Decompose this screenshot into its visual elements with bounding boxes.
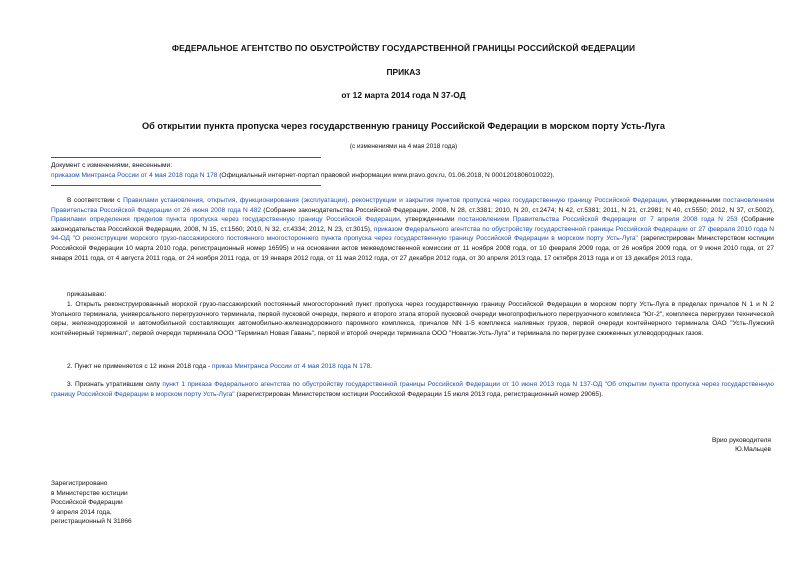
preamble-text-2: , утвержденными xyxy=(666,197,724,204)
changes-label: Документ с изменениями, внесенными: xyxy=(51,162,173,169)
amended-note: (с изменениями на 4 мая 2018 года) xyxy=(349,143,458,150)
item-2 xyxy=(51,362,774,372)
registration-line-3: Российской Федерации xyxy=(51,499,123,507)
changes-link[interactable]: приказом Минтранса России от 4 мая 2018 года N 178 xyxy=(51,171,218,179)
registration-line-5: регистрационный N 31866 xyxy=(51,518,132,526)
preamble-text-5: (Собрание законодательства Российской Федерации, 2008, N 15, ст.1560; 2010, N 32, ст.4334; 2012, N 23, ст.3015), xyxy=(51,216,774,233)
preamble-link-decree-482[interactable]: постановлением Правительства Российской Федерации от 26 июня 2008 года N 482 xyxy=(51,197,774,214)
preamble-link-order-94[interactable]: приказом Федерального агентства по обустройству государственной границы Российской Федерации от 27 февраля 2010 года N 94-ОД "О реконструкции морского грузо-пассажирского постоянного многостороннего пункта пропуска через государственную границу Российской Федерации в морском порту Усть-Луга" xyxy=(51,225,774,243)
registration-line-4: 9 апреля 2014 года, xyxy=(51,508,112,516)
preamble-link-rules[interactable]: Правилами установления, открытия, функционирования (эксплуатации), реконструкции и закрытия пунктов пропуска через государственную границу Российской Федерации xyxy=(123,197,667,204)
preamble-text-1: В соответствии с xyxy=(67,197,124,204)
item-3-text: 3. Признать утратившим силу xyxy=(67,381,163,388)
agency-name: ФЕДЕРАЛЬНОЕ АГЕНТСТВО ПО ОБУСТРОЙСТВУ ГОСУДАРСТВЕННОЙ ГРАНИЦЫ РОССИЙСКОЙ ФЕДЕРАЦИИ xyxy=(171,43,636,53)
signature-role: Врио руководителя xyxy=(711,437,771,444)
doc-date-number: от 12 марта 2014 года N 37-ОД xyxy=(341,90,466,100)
registration-line-2: в Министерстве юстиции xyxy=(51,489,128,497)
preamble-link-decree-253[interactable]: постановлением Правительства Российской Федерации от 7 апреля 2008 года N 253 xyxy=(458,216,738,224)
preamble-text-4: , утвержденными xyxy=(399,216,459,224)
order-word: приказываю: xyxy=(67,291,107,298)
item-3-link[interactable]: пункт 1 приказа Федерального агентства по обустройству государственной границы Российской Федерации от 10 июня 2013 года N 137-ОД "Об открытии пункта пропуска через государственную границу Российской Федерации в морском порту Усть-Луга" xyxy=(51,381,774,398)
item-2-link[interactable]: приказ Минтранса России от 4 мая 2018 года N 178 xyxy=(212,363,371,370)
changes-line xyxy=(51,171,751,181)
preamble-paragraph xyxy=(51,196,774,263)
preamble-link-limits-rules[interactable]: Правилами определения пределов пункта пропуска через государственную границу Российской Федерации xyxy=(51,216,400,224)
preamble-text-3: (Собрание законодательства Российской Федерации, 2008, N 28, ст.3381; 2010, N 20, ст.2474; N 42, ст.5381; 2011, N 21, ст.2981; N 40, ст.5550; 2012, N 37, ст.5002), xyxy=(261,206,775,214)
changes-rest: (Официальный интернет-портал правовой информации www.pravo.gov.ru, 01.06.2018, N 0001201806010022). xyxy=(217,171,555,179)
item-3 xyxy=(51,380,774,399)
registration-block xyxy=(51,479,251,527)
signature-name: Ю.Мальцев xyxy=(735,446,771,453)
changes-box xyxy=(51,161,751,180)
item-2-text: 2. Пункт не применяется с 12 июня 2018 года - xyxy=(67,363,213,370)
divider-bottom xyxy=(51,185,321,186)
registration-line-1: Зарегистрировано xyxy=(51,480,108,487)
item-2-end: . xyxy=(370,363,373,370)
doc-type: ПРИКАЗ xyxy=(386,67,421,77)
divider-top xyxy=(51,157,321,158)
item-1: 1. Открыть реконструированный морской грузо-пассажирский постоянный многосторонний пункт пропуска через государственную границу Российской Федерации в морском порту Усть-Луга в пределах причалов N 1 и N 2 Угольного терминала, универсального перегрузочного терминала, первой пусковой очереди, первого и второго этапа второй пусковой очереди многопрофильного перегрузочного комплекса "Юг-2", комплекса перегрузки технической серы, железнодорожной и автомобильной составляющих автомобильно-железнодорожного паромного комплекса, причалов NN 1-5 комплекса наливных грузов, первой очереди контейнерного терминала ОАО "Усть-Лужский контейнерный терминал", первой очереди терминала ООО "Терминал Новая Гавань", первой и второй очереди терминала ООО "Новатэк-Усть-Луга" и терминала по перегрузке сжиженных углеводородных газов. xyxy=(51,301,774,337)
doc-title: Об открытии пункта пропуска через государственную границу Российской Федерации в морском порту Усть-Луга xyxy=(141,121,666,131)
item-3-end: (зарегистрирован Министерством юстиции Российской Федерации 15 июля 2013 года, регистрационный номер 29065). xyxy=(234,390,604,398)
preamble-text-6: (зарегистрирован Министерством юстиции Российской Федерации 10 марта 2010 года, регистрационный номер 16595) и на основании актов межведомственной комиссии от 11 ноября 2008 года, от 10 февраля 2009 года, от 26 ноября 2009 года, от 9 июня 2010 года, от 27 января 2011 года, от 4 августа 2011 года, от 24 ноября 2011 года, от 19 января 2012 года, от 11 мая 2012 года, от 27 декабря 2012 года, от 30 апреля 2013 года, 17 октября 2013 года и от 13 декабря 2013 года, xyxy=(51,235,774,262)
